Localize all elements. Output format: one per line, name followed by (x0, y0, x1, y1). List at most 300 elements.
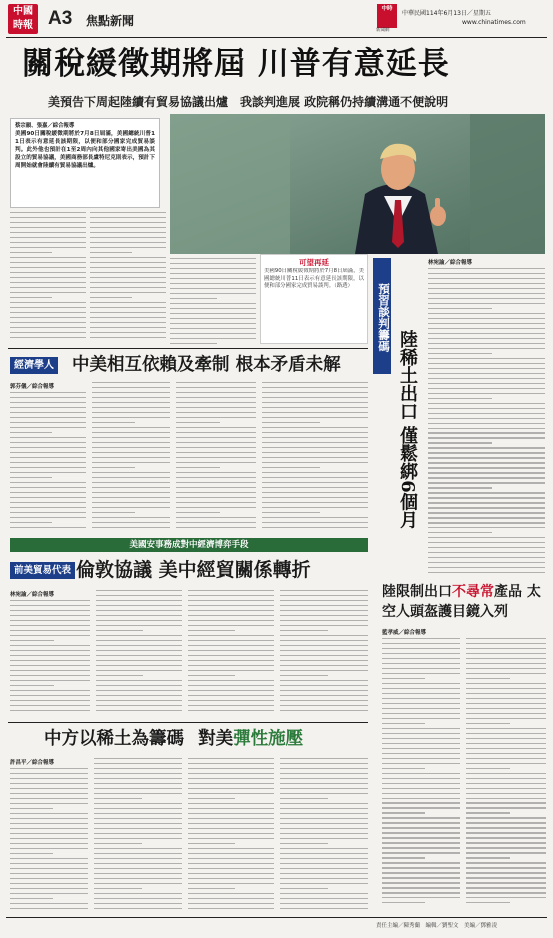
text-line (10, 247, 86, 248)
text-line (92, 477, 170, 478)
text-line (466, 857, 510, 858)
text-line (428, 502, 545, 503)
text-line (92, 382, 170, 383)
text-line (96, 650, 182, 651)
text-line (176, 472, 256, 473)
text-line (10, 222, 86, 223)
text-line (170, 323, 256, 324)
text-line (92, 492, 170, 493)
text-line (428, 462, 545, 463)
text-line (10, 768, 88, 769)
text-line (176, 417, 256, 418)
text-line (280, 848, 368, 849)
text-line (92, 507, 170, 508)
text-line (382, 822, 460, 823)
text-line (280, 858, 368, 859)
text-line (10, 898, 53, 899)
text-line (280, 625, 368, 626)
text-line (96, 700, 182, 701)
text-line (466, 723, 510, 724)
text-line (188, 838, 274, 839)
text-line (188, 813, 274, 814)
text-line (90, 232, 166, 233)
text-line (90, 272, 166, 273)
text-line (280, 843, 328, 844)
text-line (382, 798, 460, 799)
text-line (466, 812, 510, 813)
section4-title-c: 彈性施壓 (233, 729, 304, 749)
text-line (466, 728, 546, 729)
text-line (428, 542, 545, 543)
text-line (280, 898, 368, 899)
caption-text: 美國90日關稅緩徵期將於7月8日屆滿，美國總統川普11日表示有意延長該期限，以便和部分國家完成貿易談判。（路透） (264, 268, 364, 290)
text-line (262, 467, 320, 468)
text-line (10, 277, 86, 278)
text-line (10, 512, 86, 513)
text-line (92, 522, 170, 523)
text-line (466, 862, 546, 863)
text-line (170, 298, 217, 299)
text-line (176, 477, 256, 478)
text-line (382, 887, 460, 888)
text-line (262, 392, 368, 393)
text-line (92, 387, 170, 388)
text-line (94, 893, 182, 894)
text-line (10, 462, 86, 463)
text-line (10, 803, 88, 804)
text-line (428, 383, 545, 384)
text-line (466, 802, 546, 803)
section2-byline: 郭芬儀／綜合報導 (10, 384, 55, 390)
text-line (466, 817, 546, 818)
text-line (90, 322, 166, 323)
text-line (94, 828, 182, 829)
text-line (188, 670, 274, 671)
text-line (92, 407, 170, 408)
text-line (188, 695, 274, 696)
text-line (262, 502, 368, 503)
text-line (92, 487, 170, 488)
text-line (280, 665, 368, 666)
text-line (466, 798, 546, 799)
text-line (176, 387, 256, 388)
text-line (466, 902, 510, 903)
text-line (10, 615, 90, 616)
text-line (188, 798, 235, 799)
text-line (94, 803, 182, 804)
text-line (280, 680, 368, 681)
text-line (10, 665, 90, 666)
text-line (188, 868, 274, 869)
footer-rule (6, 917, 547, 918)
text-line (428, 358, 545, 359)
text-line (466, 688, 546, 689)
text-line (96, 705, 182, 706)
dateline: 中華民國114年6月13日／星期五 (402, 10, 491, 17)
text-line (176, 437, 256, 438)
text-line (94, 818, 182, 819)
text-line (96, 640, 182, 641)
text-line (466, 668, 546, 669)
text-line (262, 437, 368, 438)
body-text-col3 (170, 258, 256, 348)
section3-title: 倫敦協議 美中經貿關係轉折 (76, 559, 311, 581)
text-line (188, 853, 274, 854)
text-line (92, 412, 170, 413)
text-line (280, 695, 368, 696)
text-line (280, 798, 328, 799)
text-line (428, 373, 545, 374)
text-line (176, 422, 220, 423)
text-line (10, 655, 90, 656)
text-line (428, 497, 545, 498)
text-line (10, 635, 90, 636)
text-line (176, 492, 256, 493)
text-line (466, 663, 546, 664)
text-line (262, 497, 368, 498)
text-line (10, 778, 88, 779)
text-line (90, 282, 166, 283)
text-line (188, 783, 274, 784)
text-line (466, 698, 546, 699)
text-line (382, 837, 460, 838)
text-line (188, 788, 274, 789)
text-line (10, 660, 90, 661)
text-line (188, 848, 274, 849)
text-line (382, 668, 460, 669)
text-line (280, 883, 368, 884)
text-line (92, 457, 170, 458)
text-line (10, 312, 86, 313)
text-line (382, 733, 460, 734)
text-line (280, 600, 368, 601)
text-line (188, 758, 274, 759)
website-url: www.chinatimes.com (462, 19, 526, 26)
text-line (10, 522, 52, 523)
text-line (280, 908, 368, 909)
text-line (96, 665, 182, 666)
text-line (188, 605, 274, 606)
text-line (280, 645, 368, 646)
text-line (10, 327, 86, 328)
text-line (92, 437, 170, 438)
text-line (428, 403, 545, 404)
section4-col1 (10, 768, 88, 914)
section2-tag: 經濟學人 (10, 357, 58, 374)
text-line (90, 327, 166, 328)
text-line (90, 287, 166, 288)
text-line (170, 333, 256, 334)
text-line (428, 388, 545, 389)
text-line (10, 262, 86, 263)
text-line (176, 462, 256, 463)
text-line (10, 477, 52, 478)
side2-title-text: 陸限制出口不尋常產品 太空人頭盔護目鏡入列 (382, 584, 541, 620)
text-line (10, 620, 90, 621)
text-line (188, 665, 274, 666)
section2-title: 中美相互依賴及牽制 根本矛盾未解 (72, 355, 341, 375)
text-line (188, 883, 274, 884)
text-line (94, 853, 182, 854)
text-line (188, 655, 274, 656)
text-line (382, 743, 460, 744)
text-line (262, 427, 368, 428)
section4-title (44, 726, 303, 752)
text-line (466, 882, 546, 883)
text-line (94, 768, 182, 769)
text-line (428, 487, 492, 488)
text-line (428, 268, 545, 269)
text-line (382, 788, 460, 789)
lead-text: 美國90日關稅緩徵期將於7月8日屆滿，美國總統川普11日表示有意延長該期限，以便和部分國家完成貿易談判。此外他也預計在1至2周內向其他國家寄出美國為其設立的貿易協議，美國商務部長盧特尼克則表示，預計下周開始就會陸續有貿易協議出爐。 (15, 131, 155, 169)
text-line (382, 658, 460, 659)
text-line (262, 382, 368, 383)
text-line (280, 655, 368, 656)
text-line (10, 317, 86, 318)
text-line (10, 227, 86, 228)
text-line (94, 878, 182, 879)
text-line (90, 332, 166, 333)
text-line (382, 698, 460, 699)
text-line (262, 492, 368, 493)
text-line (170, 313, 256, 314)
text-line (428, 477, 545, 478)
text-line (428, 537, 545, 538)
text-line (90, 307, 166, 308)
text-line (262, 517, 368, 518)
text-line (10, 883, 88, 884)
text-line (262, 527, 368, 528)
text-line (10, 517, 86, 518)
text-line (262, 432, 368, 433)
text-line (382, 867, 460, 868)
text-line (280, 630, 328, 631)
text-line (92, 527, 170, 528)
text-line (90, 337, 166, 338)
text-line (382, 718, 460, 719)
section3-byline: 林宛諭／綜合報導 (10, 592, 55, 598)
text-line (90, 262, 166, 263)
text-line (92, 422, 135, 423)
text-line (10, 267, 86, 268)
text-line (466, 807, 546, 808)
text-line (170, 308, 256, 309)
text-line (428, 398, 492, 399)
body-text-col2 (90, 212, 166, 342)
text-line (90, 302, 166, 303)
text-line (94, 858, 182, 859)
text-line (96, 675, 143, 676)
news-photo (170, 114, 545, 254)
text-line (10, 858, 88, 859)
text-line (280, 710, 368, 711)
text-line (10, 447, 86, 448)
text-line (96, 655, 182, 656)
text-line (262, 452, 368, 453)
text-line (90, 227, 166, 228)
text-line (428, 432, 545, 433)
text-line (280, 808, 368, 809)
text-line (280, 610, 368, 611)
text-line (92, 402, 170, 403)
text-line (428, 572, 545, 573)
text-line (280, 773, 368, 774)
text-line (428, 437, 545, 438)
text-line (176, 427, 256, 428)
text-line (428, 552, 545, 553)
text-line (10, 645, 90, 646)
text-line (428, 323, 545, 324)
text-line (176, 522, 256, 523)
text-line (170, 318, 256, 319)
text-line (280, 828, 368, 829)
text-line (262, 442, 368, 443)
text-line (10, 272, 86, 273)
text-line (428, 428, 545, 429)
text-line (92, 432, 170, 433)
text-line (90, 247, 166, 248)
text-line (428, 408, 545, 409)
text-line (170, 343, 217, 344)
text-line (94, 888, 142, 889)
text-line (280, 783, 368, 784)
text-line (280, 878, 368, 879)
text-line (428, 418, 545, 419)
text-line (466, 638, 546, 639)
text-line (188, 863, 274, 864)
text-line (280, 690, 368, 691)
text-line (10, 610, 90, 611)
text-line (382, 738, 460, 739)
text-line (466, 718, 546, 719)
text-line (188, 590, 274, 591)
text-line (10, 690, 90, 691)
text-line (466, 847, 546, 848)
text-line (94, 868, 182, 869)
text-line (96, 630, 143, 631)
text-line (466, 822, 546, 823)
side2-col1 (382, 638, 460, 908)
text-line (466, 842, 546, 843)
text-line (428, 393, 545, 394)
section4-title-a: 中方以稀土為籌碼 (44, 729, 184, 749)
side2-byline: 藍孝威／綜合報導 (382, 630, 427, 636)
text-line (382, 877, 460, 878)
text-line (382, 748, 460, 749)
text-line (382, 643, 460, 644)
footer-credits: 責任主編／陳秀蘭 編輯／劉聖文 美編／鄧雅凌 (376, 923, 498, 929)
text-line (96, 680, 182, 681)
text-line (96, 615, 182, 616)
text-line (92, 462, 170, 463)
text-line (10, 497, 86, 498)
text-line (94, 908, 182, 909)
text-line (262, 457, 368, 458)
text-line (466, 693, 546, 694)
text-line (262, 482, 368, 483)
text-line (382, 758, 460, 759)
text-line (94, 883, 182, 884)
text-line (176, 497, 256, 498)
text-line (188, 908, 274, 909)
text-line (466, 648, 546, 649)
text-line (96, 660, 182, 661)
text-line (382, 832, 460, 833)
text-line (262, 462, 368, 463)
text-line (92, 417, 170, 418)
text-line (262, 477, 368, 478)
text-line (188, 680, 274, 681)
text-line (428, 328, 545, 329)
text-line (280, 888, 328, 889)
text-line (262, 447, 368, 448)
text-line (90, 212, 166, 213)
text-line (10, 700, 90, 701)
text-line (96, 610, 182, 611)
text-line (94, 843, 142, 844)
text-line (176, 442, 256, 443)
text-line (382, 673, 460, 674)
text-line (92, 482, 170, 483)
text-line (188, 645, 274, 646)
text-line (92, 467, 135, 468)
text-line (10, 237, 86, 238)
text-line (10, 242, 86, 243)
text-line (10, 843, 88, 844)
side-byline: 林宛諭／綜合報導 (428, 260, 473, 266)
text-line (10, 217, 86, 218)
text-line (176, 452, 256, 453)
text-line (10, 798, 88, 799)
text-line (10, 903, 88, 904)
text-line (94, 848, 182, 849)
text-line (466, 748, 546, 749)
text-line (10, 873, 88, 874)
text-line (94, 903, 182, 904)
text-line (280, 660, 368, 661)
text-line (188, 600, 274, 601)
text-line (10, 292, 86, 293)
text-line (382, 713, 460, 714)
text-line (10, 625, 90, 626)
text-line (280, 788, 368, 789)
text-line (280, 768, 368, 769)
text-line (92, 472, 170, 473)
text-line (428, 547, 545, 548)
section3-banner: 美國安事務成對中經濟博弈手段 (10, 538, 368, 552)
text-line (188, 773, 274, 774)
text-line (94, 763, 182, 764)
text-line (428, 457, 545, 458)
text-line (466, 683, 546, 684)
text-line (96, 710, 182, 711)
text-line (280, 685, 368, 686)
section3-tag: 前美貿易代表 (10, 562, 75, 579)
text-line (382, 693, 460, 694)
text-line (280, 833, 368, 834)
text-line (428, 353, 492, 354)
text-line (280, 838, 368, 839)
text-line (428, 293, 545, 294)
text-line (90, 252, 132, 253)
text-line (188, 808, 274, 809)
text-line (382, 728, 460, 729)
text-line (382, 753, 460, 754)
text-line (262, 472, 368, 473)
text-line (10, 893, 88, 894)
text-line (428, 532, 492, 533)
text-line (428, 472, 545, 473)
